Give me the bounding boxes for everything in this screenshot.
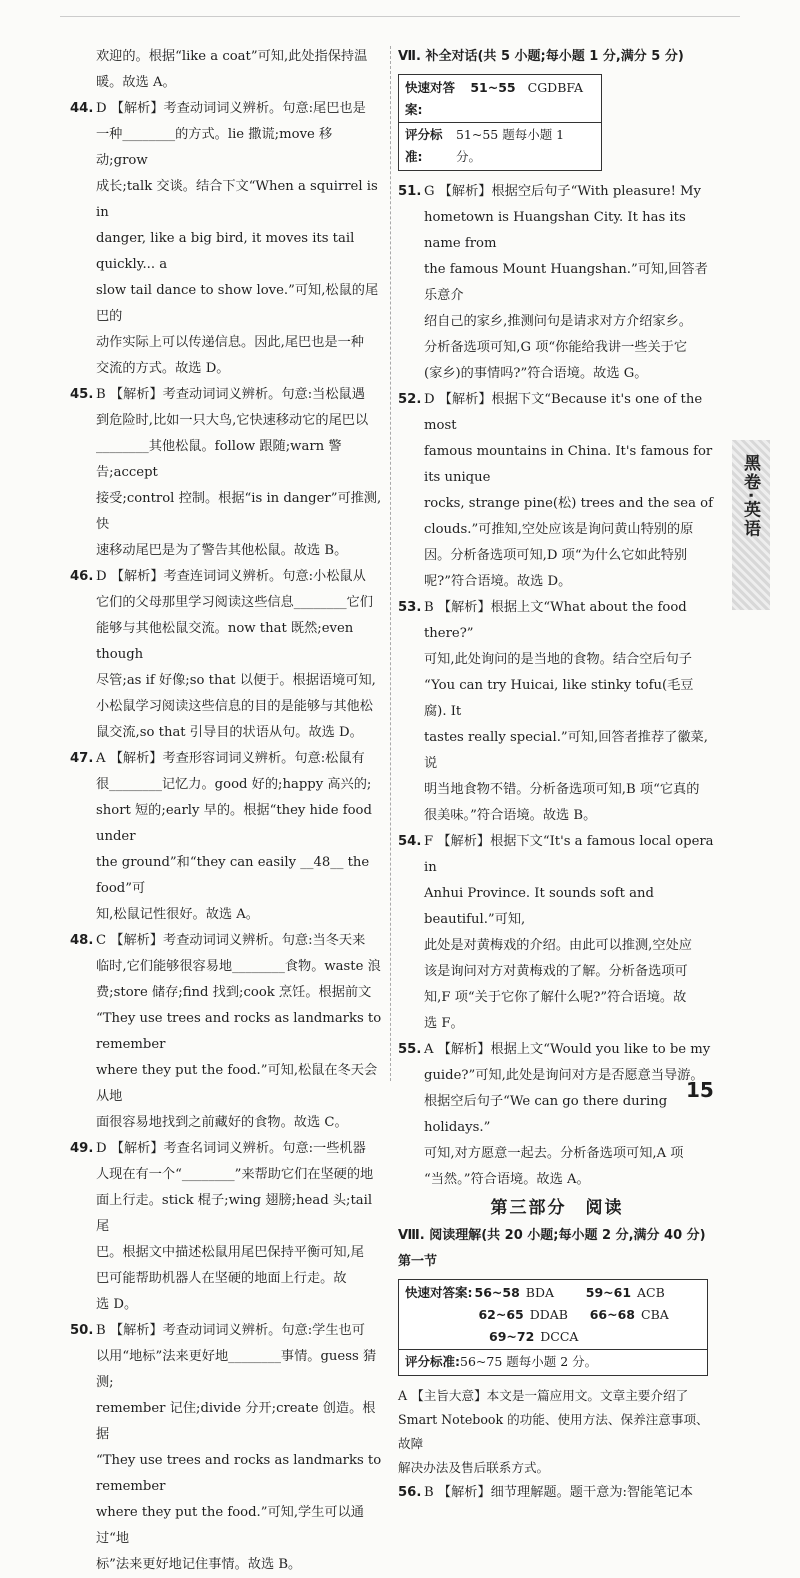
line-text: 欢迎的。根据“like a coat”可知,此处指保持温 — [96, 49, 368, 64]
question-number: 47. — [70, 751, 94, 766]
line-text: 很________记忆力。good 好的;happy 高兴的; — [96, 777, 372, 792]
answer-line — [70, 928, 382, 954]
answer-line — [96, 330, 382, 356]
column-divider — [390, 46, 391, 1081]
answer-range: 66~68 — [589, 1307, 635, 1322]
answer-line — [96, 798, 382, 850]
line-text: D 【解析】根据下文“Because it's one of the most — [424, 392, 703, 433]
question-number: 49. — [70, 1141, 94, 1156]
answer-line — [424, 1011, 716, 1037]
answer-line — [424, 1089, 716, 1141]
line-text: 绍自己的家乡,推测问句是请求对方介绍家乡。 — [424, 314, 692, 329]
line-text: “They use trees and rocks as landmarks to remember — [96, 1453, 382, 1494]
page-number: 15 — [686, 1078, 714, 1102]
answer-item — [70, 382, 382, 564]
answer-range: 62~65 — [478, 1307, 524, 1322]
line-text: 以用“地标”法来更好地________事情。guess 猜测; — [96, 1349, 377, 1390]
line-text: guide?”可知,此处是询问对方是否愿意当导游。 — [424, 1068, 704, 1083]
line-text: 巴可能帮助机器人在坚硬的地面上行走。故 — [96, 1271, 347, 1286]
line-text: 速移动尾巴是为了警告其他松鼠。故选 B。 — [96, 543, 348, 558]
line-text: 尽管;as if 好像;so that 以便于。根据语境可知, — [96, 673, 376, 688]
section-8-answer-box — [398, 1279, 708, 1376]
summary-line: 解决办法及售后联系方式。 — [398, 1460, 550, 1475]
answer-values: BDA — [525, 1285, 555, 1300]
line-text: 很美味。”符合语境。故选 B。 — [424, 808, 597, 823]
line-text: “当然。”符合语境。故选 A。 — [424, 1172, 590, 1187]
answer-line — [96, 174, 382, 226]
right-answer-items — [398, 179, 716, 1193]
answer-line — [96, 1058, 382, 1110]
answer-line — [424, 725, 716, 777]
answer-item — [70, 1136, 382, 1318]
answer-item — [70, 746, 382, 928]
answer-line — [424, 673, 716, 725]
answer-line — [424, 1167, 716, 1193]
answer-line — [424, 205, 716, 257]
answer-row — [405, 1282, 701, 1304]
answer-line — [424, 361, 716, 387]
row-indent — [405, 1326, 489, 1348]
answer-row — [405, 1326, 701, 1348]
answer-line — [96, 1240, 382, 1266]
answer-line — [96, 434, 382, 486]
line-text: 临时,它们能够很容易地________食物。waste 浪 — [96, 959, 381, 974]
answer-line — [398, 829, 716, 881]
answer-line — [96, 1396, 382, 1448]
answer-line — [96, 850, 382, 902]
line-text: 动作实际上可以传递信息。因此,尾巴也是一种 — [96, 335, 364, 350]
answer-line — [70, 1318, 382, 1344]
passage-summary — [398, 1384, 716, 1480]
answer-line — [96, 1448, 382, 1500]
line-text: 可知,对方愿意一起去。分析备选项可知,A 项 — [424, 1146, 684, 1161]
answer-line — [96, 954, 382, 980]
answer-values: ACB — [637, 1285, 665, 1300]
answer-line — [96, 44, 382, 70]
line-text: 到危险时,比如一只大鸟,它快速移动它的尾巴以 — [96, 413, 369, 428]
answer-line — [96, 668, 382, 694]
line-text: 面很容易地找到之前藏好的食物。故选 C。 — [96, 1115, 348, 1130]
question-number: 53. — [398, 600, 422, 615]
score-text: 51~55 题每小题 1 分。 — [455, 127, 565, 164]
answer-line — [424, 1141, 716, 1167]
answer-row — [405, 1304, 701, 1326]
answer-line — [424, 257, 716, 309]
line-text: Anhui Province. It sounds soft and beautiful.”可知, — [424, 886, 654, 927]
answer-line — [424, 491, 716, 517]
line-text: remember 记住;divide 分开;create 创造。根据 — [96, 1401, 376, 1442]
answer-line — [96, 1110, 382, 1136]
line-text: 成长;talk 交谈。结合下文“When a squirrel is in — [96, 179, 378, 220]
line-text: A 【解析】根据上文“Would you like to be my — [424, 1042, 711, 1057]
answer-line — [96, 902, 382, 928]
answer-item — [70, 96, 382, 382]
line-text: the ground”和“they can easily __48__ the food”可 — [96, 855, 370, 896]
line-text: famous mountains in China. It's famous for its unique — [424, 444, 713, 485]
answer-item — [70, 928, 382, 1136]
line-text: 能够与其他松鼠交流。now that 既然;even though — [96, 621, 354, 662]
answer-line — [96, 1292, 382, 1318]
line-text: 知,F 项“关于它你了解什么呢?”符合语境。故 — [424, 990, 687, 1005]
score-label: 评分标准: — [405, 1354, 460, 1369]
line-text: D 【解析】考查连词词义辨析。句意:小松鼠从 — [96, 569, 366, 584]
line-text: G 【解析】根据空后句子“With pleasure! My — [424, 184, 702, 199]
line-text: 选 F。 — [424, 1016, 464, 1031]
question-number: 55. — [398, 1042, 422, 1057]
answer-values: DCCA — [540, 1329, 579, 1344]
line-text: 根据空后句子“We can go there during holidays.” — [424, 1094, 668, 1135]
section-8-heading: Ⅷ. 阅读理解(共 20 小题;每小题 2 分,满分 40 分) — [398, 1228, 706, 1243]
side-tab — [732, 440, 770, 610]
answer-item — [70, 1318, 382, 1578]
answer-range: 59~61 — [585, 1285, 632, 1300]
line-text: B 【解析】考查动词词义辨析。句意:学生也可 — [96, 1323, 365, 1338]
top-rule — [60, 16, 740, 17]
summary-line: Smart Notebook 的功能、使用方法、保养注意事项、故障 — [398, 1412, 709, 1451]
answer-item — [398, 387, 716, 595]
answer-item — [398, 829, 716, 1037]
question-number: 45. — [70, 387, 94, 402]
answer-values: DDAB — [529, 1307, 568, 1322]
line-text: B 【解析】根据上文“What about the food there?” — [424, 600, 687, 641]
line-text: danger, like a big bird, it moves its tail quickly... a — [96, 231, 355, 272]
summary-line: A 【主旨大意】本文是一篇应用文。文章主要介绍了 — [398, 1388, 689, 1403]
answer-values: CBA — [641, 1307, 669, 1322]
answer-line — [96, 1188, 382, 1240]
answer-line — [424, 543, 716, 569]
side-tab-label: 黑卷·英语 — [740, 454, 760, 539]
line-text: 该是询问对方对黄梅戏的了解。分析备选项可 — [424, 964, 688, 979]
line-text: 呢?”符合语境。故选 D。 — [424, 574, 572, 589]
line-text: C 【解析】考查动词词义辨析。句意:当冬天来 — [96, 933, 366, 948]
quick-answer-label: 快速对答案: — [405, 80, 456, 117]
question-number: 56. — [398, 1485, 422, 1500]
line-text: clouds.”可推知,空处应该是询问黄山特别的原 — [424, 522, 694, 537]
answer-rows — [405, 1282, 701, 1348]
answer-line — [424, 985, 716, 1011]
answer-line — [424, 517, 716, 543]
answer-item — [398, 179, 716, 387]
line-text: 小松鼠学习阅读这些信息的目的是能够与其他松 — [96, 699, 373, 714]
line-text: 面上行走。stick 棍子;wing 翅膀;head 头;tail 尾 — [96, 1193, 373, 1234]
line-text: B 【解析】考查动词词义辨析。句意:当松鼠遇 — [96, 387, 365, 402]
line-text: 知,松鼠记性很好。故选 A。 — [96, 907, 259, 922]
section-7-heading: Ⅶ. 补全对话(共 5 小题;每小题 1 分,满分 5 分) — [398, 49, 684, 64]
answer-item — [398, 1037, 716, 1193]
line-text: the famous Mount Huangshan.”可知,回答者乐意介 — [424, 262, 708, 303]
answer-line — [424, 881, 716, 933]
line-text: where they put the food.”可知,学生可以通过“地 — [96, 1505, 364, 1546]
line-text: 费;store 储存;find 找到;cook 烹饪。根据前文 — [96, 985, 372, 1000]
line-text: 鼠交流,so that 引导目的状语从句。故选 D。 — [96, 725, 363, 740]
part-3-title: 第三部分 阅读 — [490, 1198, 624, 1218]
answer-line — [70, 96, 382, 122]
line-text: 标”法来更好地记住事情。故选 B。 — [96, 1557, 302, 1572]
answer-line — [424, 933, 716, 959]
answer-line — [70, 564, 382, 590]
answer-item — [398, 595, 716, 829]
answer-line — [424, 569, 716, 595]
answer-line — [96, 1500, 382, 1552]
score-text: 56~75 题每小题 2 分。 — [460, 1354, 598, 1369]
answer-line — [96, 1162, 382, 1188]
answer-line — [424, 335, 716, 361]
line-text: hometown is Huangshan City. It has its name from — [424, 210, 686, 251]
answer-line — [424, 777, 716, 803]
line-text: rocks, strange pine(松) trees and the sea of — [424, 496, 713, 511]
line-text: 巴。根据文中描述松鼠用尾巴保持平衡可知,尾 — [96, 1245, 364, 1260]
answer-line — [96, 590, 382, 616]
quick-answer-values: CGDBFA — [527, 80, 583, 95]
answer-line — [70, 746, 382, 772]
answer-range: 56~58 — [474, 1285, 520, 1300]
score-label: 评分标准: — [405, 127, 443, 164]
question-number: 52. — [398, 392, 422, 407]
row-indent — [405, 1304, 478, 1326]
answer-line — [96, 486, 382, 538]
line-text: 一种________的方式。lie 撒谎;move 移动;grow — [96, 127, 333, 168]
answer-range: 69~72 — [489, 1329, 535, 1344]
line-text: 接受;control 控制。根据“is in danger”可推测,快 — [96, 491, 382, 532]
line-text: “They use trees and rocks as landmarks to remember — [96, 1011, 382, 1052]
answer-line — [70, 382, 382, 408]
line-text: 明当地食物不错。分析备选项可知,B 项“它真的 — [424, 782, 700, 797]
line-text: F 【解析】根据下文“It's a famous local opera in — [424, 834, 714, 875]
answer-line — [70, 1136, 382, 1162]
answer-line — [424, 803, 716, 829]
answer-line — [96, 356, 382, 382]
line-text: 可知,此处询问的是当地的食物。结合空后句子 — [424, 652, 692, 667]
answer-line — [424, 1063, 716, 1089]
answer-line — [96, 226, 382, 278]
answer-line — [424, 647, 716, 673]
line-text: D 【解析】考查名词词义辨析。句意:一些机器 — [96, 1141, 366, 1156]
question-number: 48. — [70, 933, 94, 948]
question-number: 50. — [70, 1323, 94, 1338]
line-text: 交流的方式。故选 D。 — [96, 361, 230, 376]
answer-item — [70, 564, 382, 746]
answer-line — [398, 595, 716, 647]
line-text: A 【解析】考查形容词词义辨析。句意:松鼠有 — [96, 751, 365, 766]
line-text: ________其他松鼠。follow 跟随;warn 警告;accept — [96, 439, 342, 480]
line-text: 分析备选项可知,G 项“你能给我讲一些关于它 — [424, 340, 688, 355]
answer-line — [96, 694, 382, 720]
answer-item — [70, 44, 382, 96]
line-text: “You can try Huicai, like stinky tofu(毛豆腐). It — [424, 678, 694, 719]
answer-line — [398, 1037, 716, 1063]
answer-line — [424, 309, 716, 335]
line-text: 选 D。 — [96, 1297, 138, 1312]
quick-answer-range: 51~55 — [470, 80, 516, 95]
answer-line — [96, 720, 382, 746]
answer-line — [424, 439, 716, 491]
answer-line — [96, 1552, 382, 1578]
answer-line — [96, 1266, 382, 1292]
answer-line — [96, 408, 382, 434]
line-text: (家乡)的事情吗?”符合语境。故选 G。 — [424, 366, 648, 381]
answer-line — [96, 616, 382, 668]
answer-line — [96, 122, 382, 174]
answer-line — [424, 959, 716, 985]
quick-answer-label: 快速对答案: — [405, 1285, 473, 1300]
section-7-answer-box — [398, 74, 602, 171]
answer-line — [96, 1006, 382, 1058]
question-number: 54. — [398, 834, 422, 849]
line-text: 此处是对黄梅戏的介绍。由此可以推测,空处应 — [424, 938, 692, 953]
left-column — [70, 44, 382, 1578]
question-number: 51. — [398, 184, 422, 199]
question-text: B 【解析】细节理解题。题干意为:智能笔记本 — [424, 1485, 693, 1500]
answer-line — [96, 70, 382, 96]
question-number: 44. — [70, 101, 94, 116]
line-text: tastes really special.”可知,回答者推荐了徽菜,说 — [424, 730, 708, 771]
question-number: 46. — [70, 569, 94, 584]
line-text: short 短的;early 早的。根据“they hide food under — [96, 803, 372, 844]
line-text: 暖。故选 A。 — [96, 75, 176, 90]
line-text: slow tail dance to show love.”可知,松鼠的尾巴的 — [96, 283, 379, 324]
answer-line — [96, 980, 382, 1006]
answer-line — [96, 772, 382, 798]
line-text: where they put the food.”可知,松鼠在冬天会从地 — [96, 1063, 378, 1104]
right-column — [398, 44, 716, 1506]
answer-line — [96, 1344, 382, 1396]
subsection-label: 第一节 — [398, 1254, 438, 1269]
line-text: D 【解析】考查动词词义辨析。句意:尾巴也是 — [96, 101, 366, 116]
answer-line — [96, 538, 382, 564]
line-text: 人现在有一个“________”来帮助它们在坚硬的地 — [96, 1167, 374, 1182]
line-text: 它们的父母那里学习阅读这些信息________它们 — [96, 595, 373, 610]
line-text: 因。分析备选项可知,D 项“为什么它如此特别 — [424, 548, 688, 563]
answer-line — [398, 387, 716, 439]
answer-line — [398, 179, 716, 205]
answer-line — [96, 278, 382, 330]
